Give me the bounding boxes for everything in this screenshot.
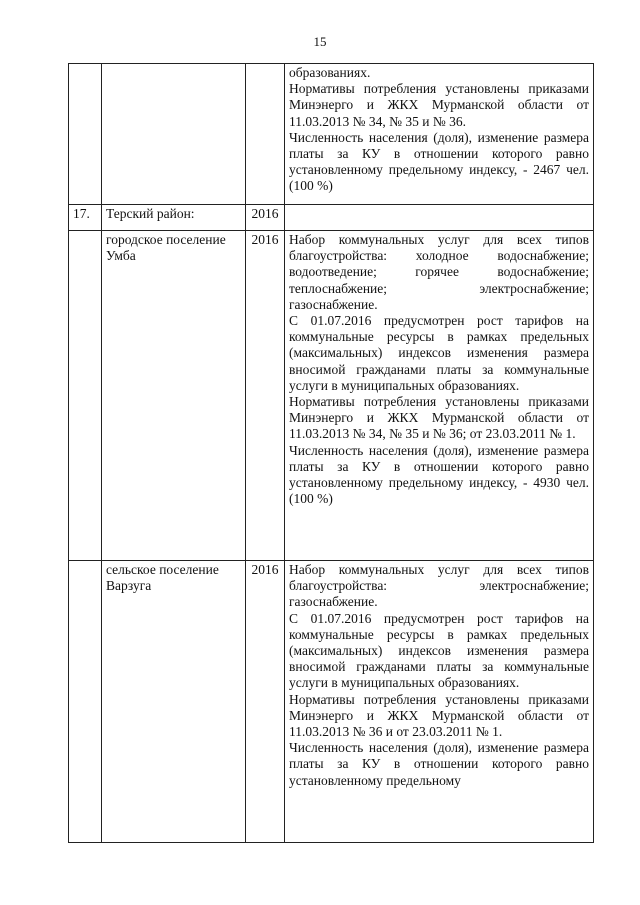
district-name-cell: Терский район: [102,205,246,231]
description-paragraph: Нормативы потребления установлены приказами Минэнерго и ЖКХ Мурманской области от 11.03.2013 № 36 и от 23.03.2011 № 1. [289,691,589,740]
row-number-cell [69,561,102,843]
page-number: 15 [313,34,327,49]
description-paragraph: Численность населения (доля), изменение размера платы за КУ в отношении которого равно установленному предельному индексу, - 2467 чел. (100 %) [289,129,589,194]
table-row [69,64,594,205]
row-number-cell: 17. [69,205,102,231]
description-cell [285,64,594,205]
row-number-cell [69,64,102,205]
description-paragraph: Набор коммунальных услуг для всех типов благоустройства: электроснабжение; газоснабжение. [289,562,589,610]
year-cell: 2016 [246,205,285,231]
description-cell [285,231,594,561]
year-cell [246,64,285,205]
table-row [69,561,594,843]
description-paragraph: Нормативы потребления установлены приказами Минэнерго и ЖКХ Мурманской области от 11.03.2013 № 34, № 35 и № 36. [289,81,589,129]
description-cell [285,205,594,231]
description-cell [285,561,594,843]
year-cell: 2016 [246,561,285,843]
description-paragraph: Численность населения (доля), изменение размера платы за КУ в отношении которого равно установленному предельному индексу, - 4930 чел. (100 %) [289,442,589,507]
table-row [69,205,594,231]
tariff-table [68,63,594,843]
settlement-cell: городское поселение Умба [102,231,246,561]
year-cell: 2016 [246,231,285,561]
description-paragraph: Численность населения (доля), изменение размера платы за КУ в отношении которого равно установленному предельному [289,740,589,788]
settlement-cell: сельское поселение Варзуга [102,561,246,843]
description-paragraph: Набор коммунальных услуг для всех типов благоустройства: холодное водоснабжение; водоотведение; горячее водоснабжение; теплоснабжение; электроснабжение; газоснабжение. [289,232,589,312]
table-row [69,231,594,561]
row-number-cell [69,231,102,561]
description-paragraph: С 01.07.2016 предусмотрен рост тарифов на коммунальные ресурсы в рамках предельных (максимальных) индексов изменения размера вносимой гражданами платы за коммунальные услуги в муниципальных образованиях. [289,313,589,393]
description-paragraph: С 01.07.2016 предусмотрен рост тарифов на коммунальные ресурсы в рамках предельных (максимальных) индексов изменения размера вносимой гражданами платы за коммунальные услуги в муниципальных образованиях. [289,610,589,691]
description-paragraph: образованиях. [289,65,371,80]
description-paragraph: Нормативы потребления установлены приказами Минэнерго и ЖКХ Мурманской области от 11.03.2013 № 34, № 35 и № 36; от 23.03.2011 № 1. [289,394,589,442]
settlement-cell [102,64,246,205]
